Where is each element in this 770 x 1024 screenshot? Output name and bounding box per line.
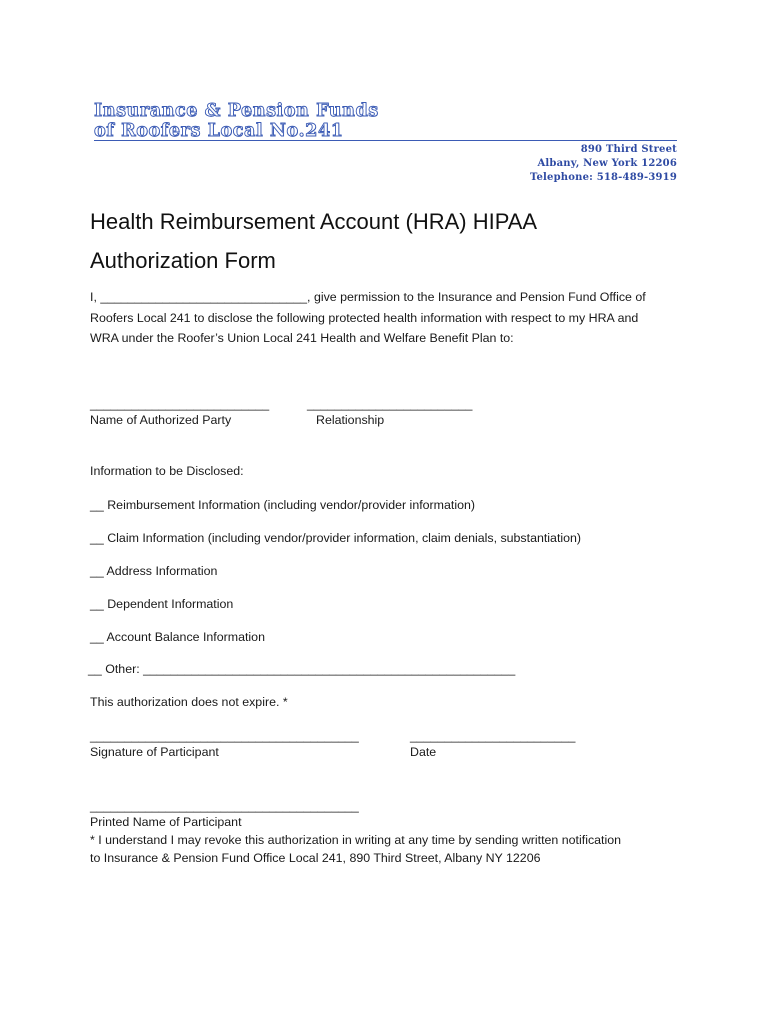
- printed-name-label: Printed Name of Participant: [90, 815, 242, 829]
- address-block: [530, 143, 677, 185]
- checkbox-other[interactable]: __ Other: ______________________________________________________: [88, 662, 516, 676]
- form-title-line-2: Authorization Form: [90, 248, 276, 273]
- intro-line-2: Roofers Local 241 to disclose the following protected health information with respect to my HRA and: [90, 310, 639, 325]
- authorized-party-name-field[interactable]: __________________________: [90, 397, 270, 411]
- intro-line-1: I, ______________________________, give permission to the Insurance and Pension Fund Office of: [90, 290, 646, 304]
- checkbox-account-balance-information[interactable]: __ Account Balance Information: [90, 630, 265, 644]
- date-label: Date: [410, 745, 437, 759]
- footnote-line-1: * I understand I may revoke this authorization in writing at any time by sending written notification: [90, 833, 622, 847]
- signature-field[interactable]: _______________________________________: [90, 729, 359, 743]
- form-title: [90, 202, 650, 280]
- checkbox-claim-information[interactable]: __ Claim Information (including vendor/provider information, claim denials, substantiation): [90, 531, 582, 545]
- intro-line-3: WRA under the Roofer’s Union Local 241 Health and Welfare Benefit Plan to:: [90, 331, 514, 345]
- telephone: Telephone: 518-489-3919: [529, 172, 677, 183]
- form-title-line-1: Health Reimbursement Account (HRA) HIPAA: [90, 209, 538, 234]
- relationship-field[interactable]: ________________________: [307, 397, 473, 411]
- printed-name-field[interactable]: _______________________________________: [90, 799, 359, 813]
- signature-label: Signature of Participant: [90, 745, 219, 759]
- checkbox-reimbursement-information[interactable]: __ Reimbursement Information (including vendor/provider information): [90, 498, 475, 512]
- letterhead-divider: [94, 140, 677, 141]
- address-street: 890 Third Street: [580, 144, 677, 155]
- relationship-label: Relationship: [316, 413, 385, 427]
- checkbox-address-information[interactable]: __ Address Information: [90, 564, 218, 578]
- organization-name-line-1: Insurance & Pension Funds: [94, 101, 379, 121]
- address-city: Albany, New York 12206: [537, 158, 677, 169]
- date-field[interactable]: ________________________: [410, 729, 576, 743]
- organization-name-line-2: of Roofers Local No.241: [94, 121, 344, 141]
- expiration-note: This authorization does not expire. *: [90, 695, 288, 709]
- footnote-line-2: to Insurance & Pension Fund Office Local 241, 890 Third Street, Albany NY 12206: [90, 851, 541, 865]
- authorized-party-name-label: Name of Authorized Party: [90, 413, 232, 427]
- organization-name: [94, 101, 379, 141]
- intro-paragraph: [90, 287, 670, 349]
- disclosure-heading: Information to be Disclosed:: [90, 464, 244, 478]
- checkbox-dependent-information[interactable]: __ Dependent Information: [90, 597, 234, 611]
